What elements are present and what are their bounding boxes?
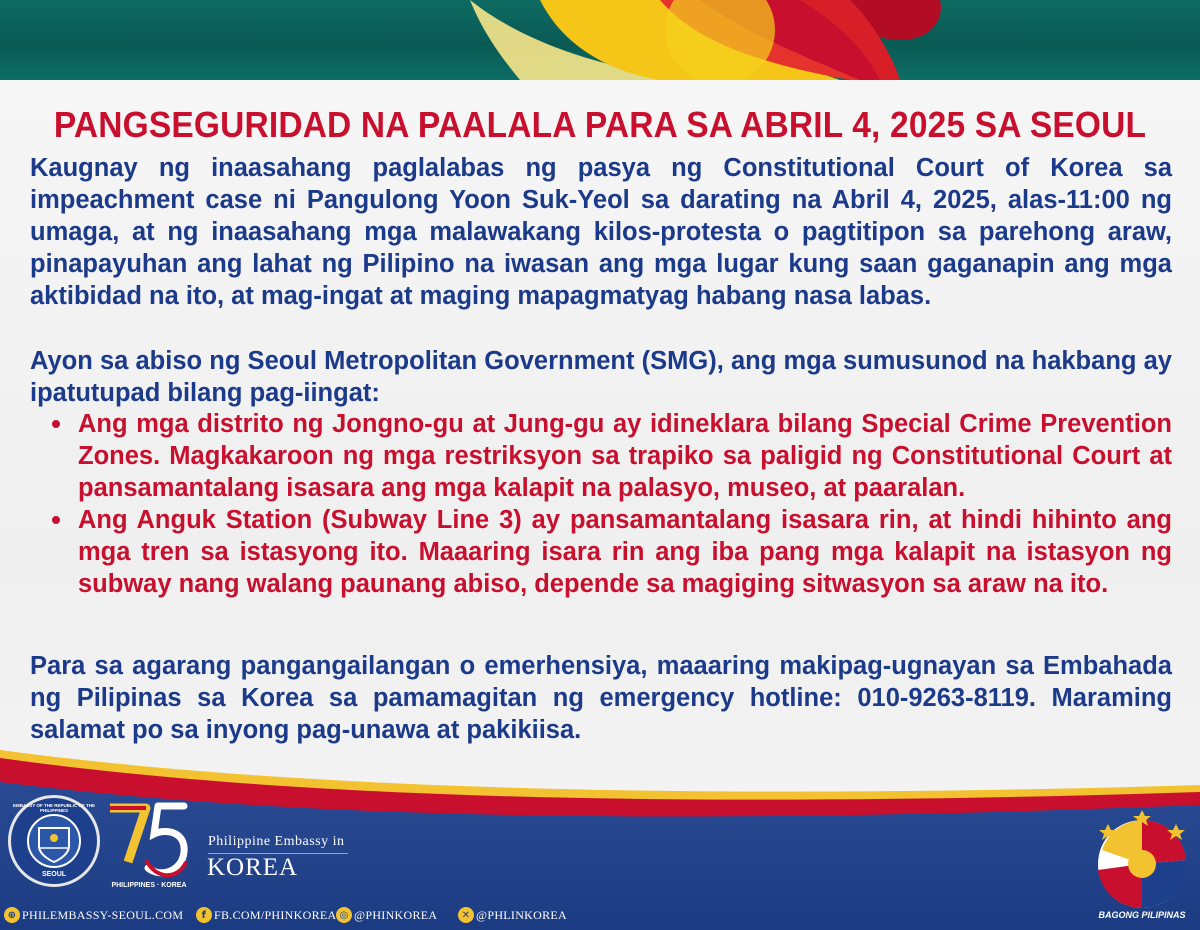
website-link[interactable] bbox=[4, 906, 183, 924]
facebook-link-text: FB.COM/PHINKOREA bbox=[214, 907, 337, 922]
bagong-pilipinas-logo bbox=[1088, 810, 1196, 918]
anniversary-subtitle: PHILIPPINES · KOREA bbox=[111, 882, 187, 889]
page-title: PANGSEGURIDAD NA PAALALA PARA SA ABRIL 4, 2025 SA SEOUL bbox=[53, 104, 1147, 145]
measures-list bbox=[30, 408, 1172, 600]
bullet-icon bbox=[52, 420, 60, 428]
x-link[interactable] bbox=[458, 906, 567, 924]
facebook-icon: f bbox=[196, 907, 212, 923]
embassy-name-small: Philippine Embassy in bbox=[208, 834, 345, 849]
anniversary-75-logo bbox=[106, 800, 191, 890]
bullet-icon bbox=[52, 516, 60, 524]
facebook-link[interactable] bbox=[196, 906, 337, 924]
list-item-text: Ang Anguk Station (Subway Line 3) ay pansamantalang isasara rin, at hindi hihinto ang mga tren sa istasyong ito. Maaaring isara rin ang iba pang mga kalapit na istasyon ng subway nang walang paunang abiso, depende sa magiging sitwasyon sa araw na ito. bbox=[78, 506, 1172, 598]
list-item-text: Ang mga distrito ng Jongno-gu at Jung-gu ay idineklara bilang Special Crime Prevention Zones. Magkakaroon ng mga restriksyon sa trapiko sa paligid ng Constitutional Court at pansamantalang isasara ang mga kalapit na palasyo, museo, at paaralan. bbox=[78, 410, 1172, 502]
instagram-icon: ◎ bbox=[336, 907, 352, 923]
x-icon: ✕ bbox=[458, 907, 474, 923]
list-item bbox=[30, 408, 1172, 504]
intro-paragraph: Kaugnay ng inaasahang paglalabas ng pasya ng Constitutional Court of Korea sa impeachment case ni Pangulong Yoon Suk-Yeol sa darating na Abril 4, 2025, alas-11:00 ng umaga, at ng inaasahang mga malawakang kilos-protesta o pagtitipon sa parehong araw, pinapayuhan ang lahat ng Pilipino na iwasan ang mga lugar kung saan gaganapin ang mga aktibidad na ito, at mag-ingat at maging mapagmatyag habang nasa labas. bbox=[30, 154, 1172, 310]
sun-decoration bbox=[0, 0, 1200, 80]
x-link-text: @PHLINKOREA bbox=[476, 907, 568, 922]
top-banner bbox=[0, 0, 1200, 80]
web-icon: ⊕ bbox=[4, 907, 20, 923]
closing-paragraph: Para sa agarang pangangailangan o emerhensiya, maaaring makipag-ugnayan sa Embahada ng Pilipinas sa Korea sa pamamagitan ng emergency hotline: 010-9263-8119. Maraming salamat po sa inyong pag-unawa at pakikiisa. bbox=[30, 652, 1172, 744]
seal-emblem-icon bbox=[27, 814, 81, 868]
seal-bottom-text: SEOUL bbox=[41, 871, 67, 878]
embassy-seal-logo bbox=[8, 795, 100, 887]
smg-paragraph: Ayon sa abiso ng Seoul Metropolitan Government (SMG), ang mga sumusunod na hakbang ay ipatutupad bilang pag-iingat: bbox=[30, 347, 1172, 407]
instagram-link-text: @PHINKOREA bbox=[354, 907, 438, 922]
list-item bbox=[30, 504, 1172, 600]
seal-top-text: EMBASSY OF THE REPUBLIC OF THE PHILIPPINES bbox=[13, 803, 95, 813]
instagram-link[interactable] bbox=[336, 906, 437, 924]
website-link-text: PHILEMBASSY-SEOUL.COM bbox=[22, 907, 184, 922]
bagong-pilipinas-label: BAGONG PILIPINAS bbox=[1098, 910, 1186, 920]
embassy-name-korea: KOREA bbox=[207, 854, 299, 881]
